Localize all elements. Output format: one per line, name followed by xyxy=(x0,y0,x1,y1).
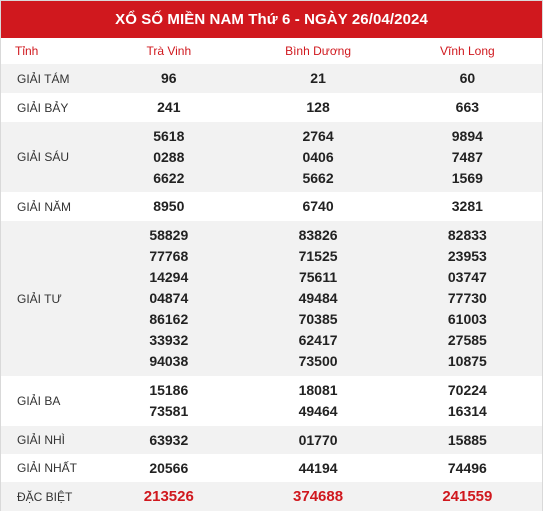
prize-number-group: 70224 16314 xyxy=(447,382,487,419)
prize-number: 44194 xyxy=(298,459,338,476)
table-row xyxy=(1,93,542,122)
table-row xyxy=(1,122,542,192)
table-row xyxy=(1,64,542,93)
prize-number-group: 5618 0288 6622 xyxy=(94,122,243,192)
prize-number: 8950 xyxy=(153,198,185,214)
prize-number: 20566 xyxy=(149,459,189,476)
results-table xyxy=(1,38,542,511)
prize-number: 74496 xyxy=(447,459,487,476)
province-name[interactable]: Trà Vinh xyxy=(146,44,192,58)
province-name[interactable]: Bình Dương xyxy=(285,44,352,58)
prize-number: 60 xyxy=(393,64,542,93)
prize-number: 63932 xyxy=(94,426,243,454)
table-header-row xyxy=(1,38,542,64)
prize-number: 21 xyxy=(243,64,392,93)
special-prize-number: 213526 xyxy=(94,482,243,511)
province-name[interactable]: Vĩnh Long xyxy=(439,44,495,58)
prize-number-group: 2764 0406 5662 xyxy=(243,122,392,192)
results-title: XỔ SỐ MIỀN NAM Thứ 6 - NGÀY 26/04/2024 xyxy=(1,1,542,38)
table-row xyxy=(1,376,542,426)
prize-label: GIẢI SÁU xyxy=(1,122,94,192)
prize-label: GIẢI NĂM xyxy=(17,199,72,214)
province-column-label: Tỉnh xyxy=(15,44,39,58)
prize-label: GIẢI NHÌ xyxy=(1,426,94,454)
special-prize-number: 241559 xyxy=(393,482,542,511)
prize-number-group: 58829 77768 14294 04874 86162 33932 94038 xyxy=(94,221,243,376)
prize-label: GIẢI TƯ xyxy=(1,221,94,376)
prize-number-group: 15186 73581 xyxy=(149,382,189,419)
table-row xyxy=(1,221,542,376)
prize-number: 128 xyxy=(306,99,330,115)
prize-number: 6740 xyxy=(302,198,334,214)
prize-number: 241 xyxy=(157,99,181,115)
prize-number-group: 18081 49464 xyxy=(298,382,338,419)
prize-label: GIẢI BẢY xyxy=(17,100,69,115)
prize-number: 01770 xyxy=(243,426,392,454)
prize-number: 96 xyxy=(94,64,243,93)
prize-number-group: 82833 23953 03747 77730 61003 27585 10875 xyxy=(393,221,542,376)
table-row xyxy=(1,426,542,454)
prize-number: 15885 xyxy=(393,426,542,454)
prize-number: 663 xyxy=(455,99,480,115)
prize-label: ĐẶC BIỆT xyxy=(1,482,94,511)
prize-label: GIẢI TÁM xyxy=(1,64,94,93)
prize-label: GIẢI NHẤT xyxy=(17,461,78,475)
table-row xyxy=(1,454,542,482)
table-row xyxy=(1,482,542,511)
prize-number-group: 9894 7487 1569 xyxy=(393,122,542,192)
table-row xyxy=(1,192,542,221)
prize-number: 3281 xyxy=(451,198,483,214)
special-prize-number: 374688 xyxy=(243,482,392,511)
prize-number-group: 83826 71525 75611 49484 70385 62417 73500 xyxy=(243,221,392,376)
prize-label: GIẢI BA xyxy=(17,394,61,408)
